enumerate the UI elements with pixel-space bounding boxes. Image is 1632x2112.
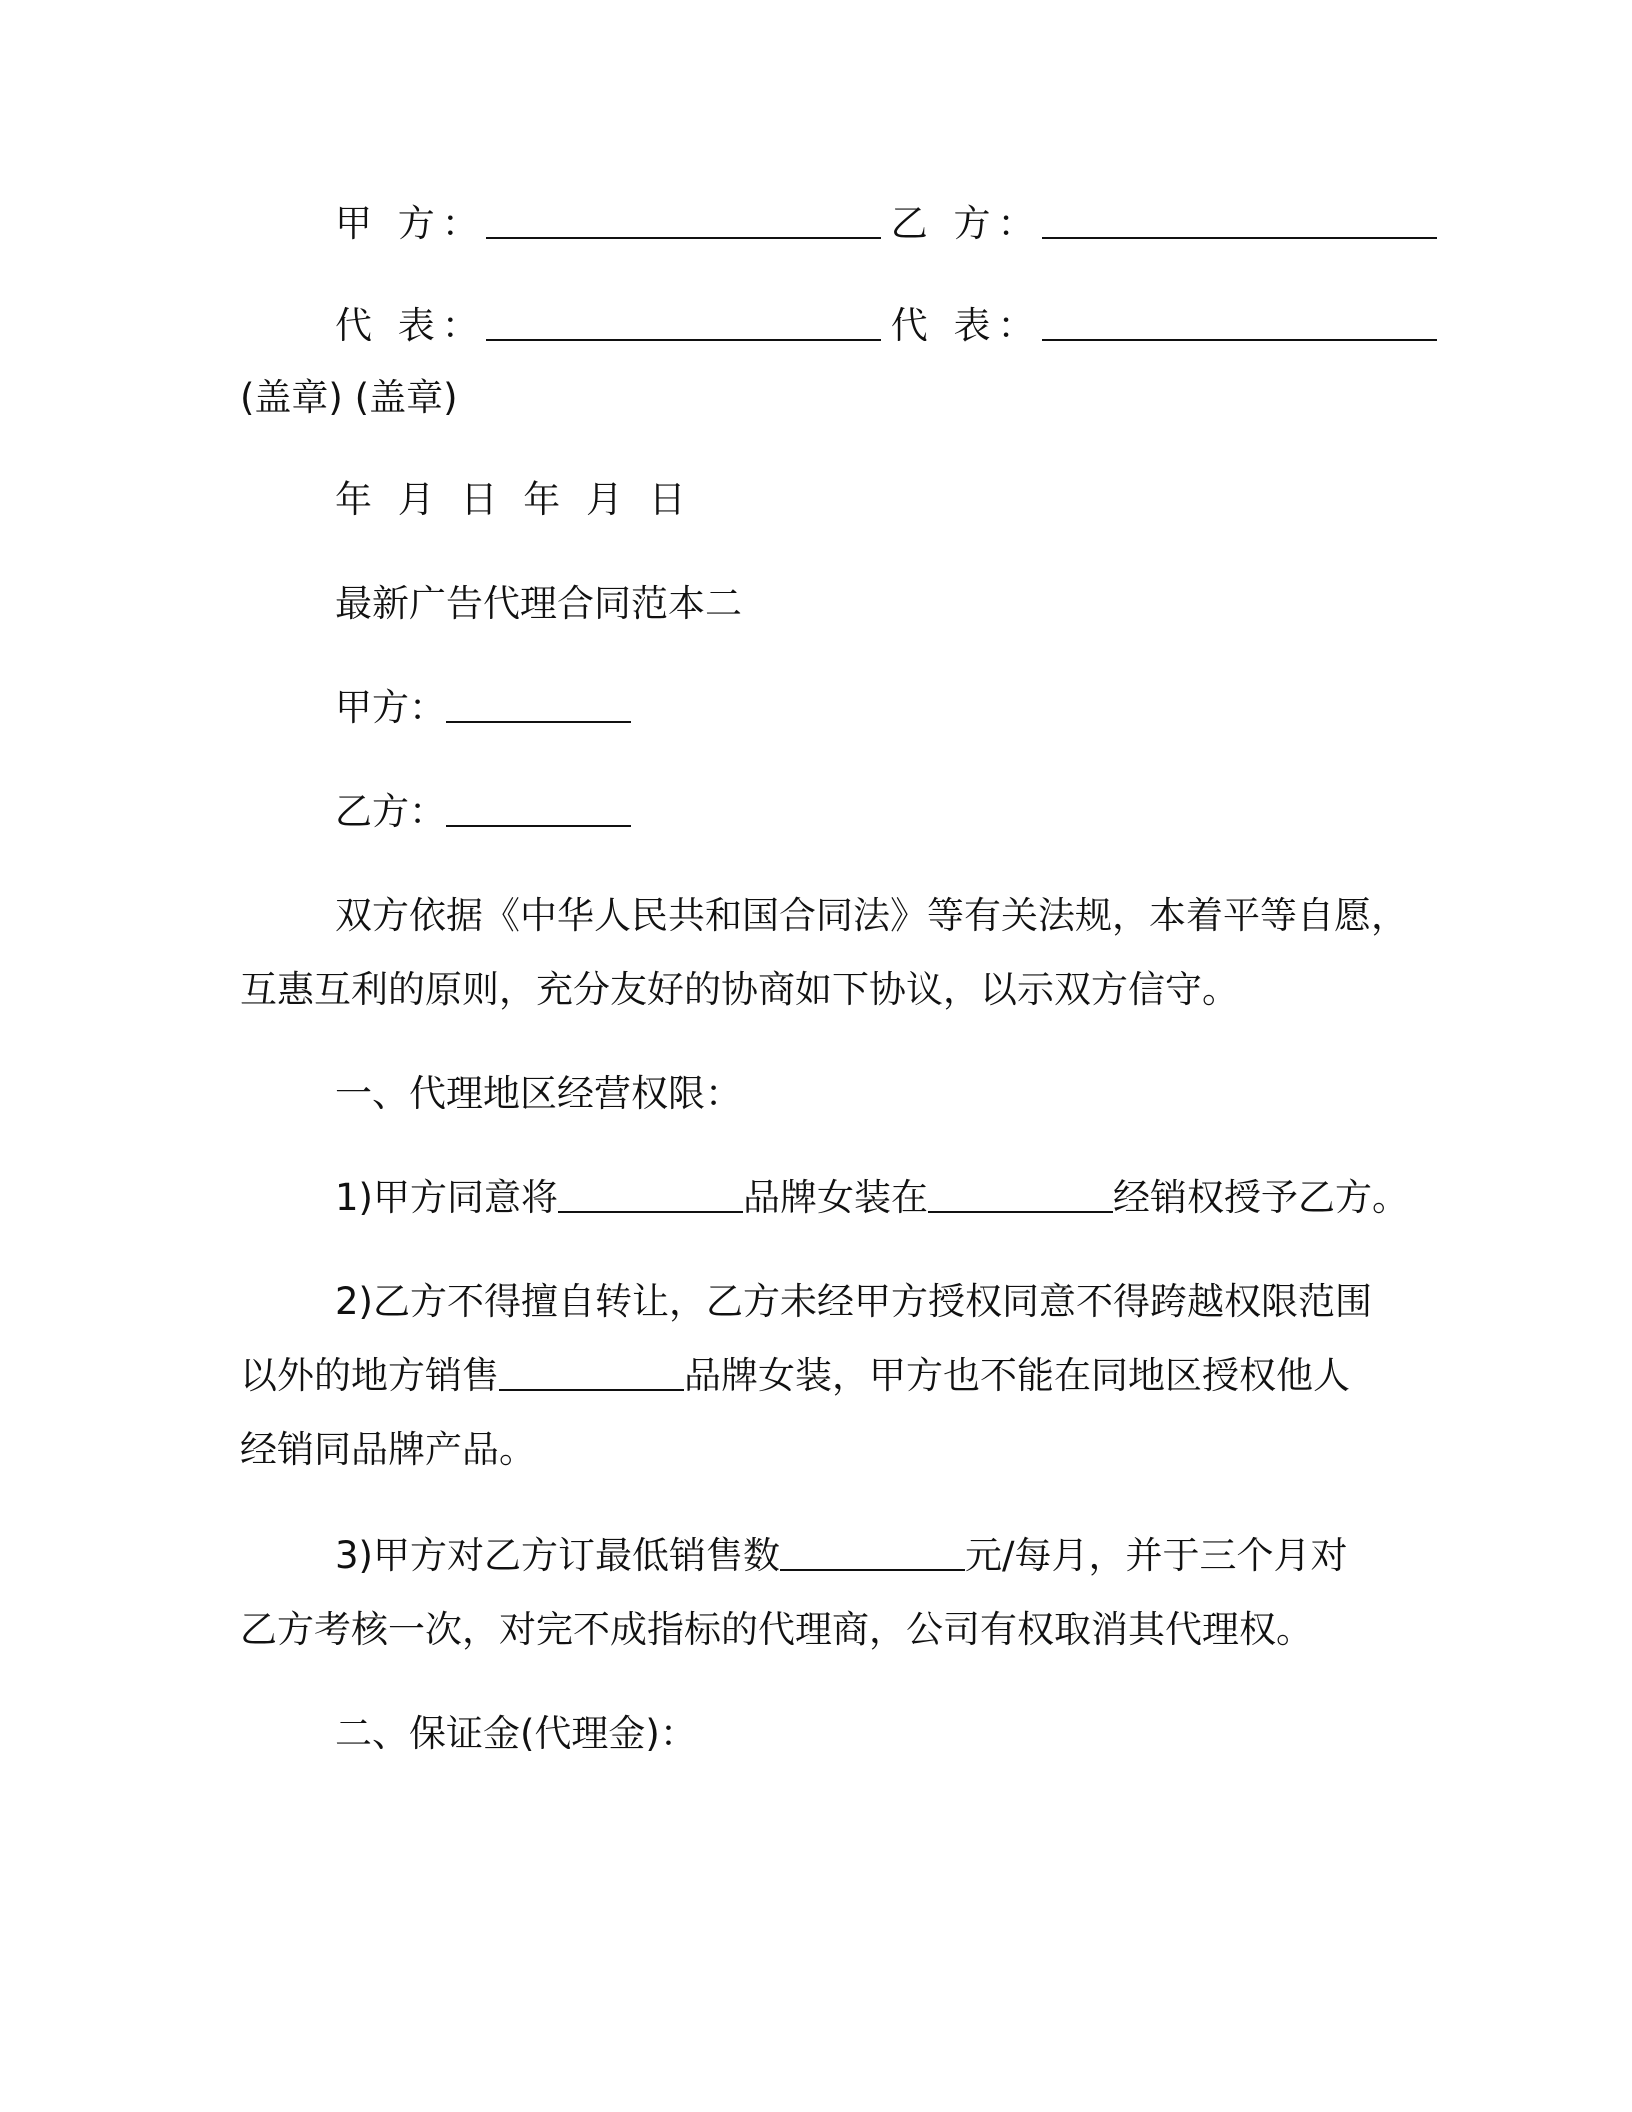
preamble-line-1: 双方依据《中华人民共和国合同法》等有关法规，本着平等自愿， — [335, 894, 1408, 937]
rep-a-label: 代 表： — [335, 304, 486, 347]
rep-b-label: 代 表： — [890, 304, 1042, 347]
signature-rep-row — [335, 300, 1495, 352]
clause-3-amount-blank — [780, 1539, 965, 1571]
clause-2-line-2 — [240, 1350, 1400, 1402]
date-line: 年 月 日 年 月 日 — [335, 478, 693, 521]
contract-party-b-blank — [446, 795, 631, 827]
clause-3-line-2: 乙方考核一次，对完不成指标的代理商，公司有权取消其代理权。 — [240, 1608, 1313, 1651]
clause-3-line-1 — [335, 1530, 1495, 1582]
clause-3-text-b: 元/每月，并于三个月对 — [964, 1534, 1348, 1577]
party-a-blank — [486, 207, 881, 239]
section-1-heading: 一、代理地区经营权限： — [335, 1072, 742, 1115]
party-b-label: 乙 方： — [890, 202, 1042, 245]
clause-1 — [335, 1172, 1495, 1224]
party-a-label: 甲 方： — [335, 202, 486, 245]
clause-1-text-b: 品牌女装在 — [742, 1176, 928, 1219]
contract-party-a-label: 甲方： — [335, 686, 446, 729]
clause-2-line-3: 经销同品牌产品。 — [240, 1428, 536, 1471]
signature-party-row — [335, 198, 1495, 250]
clause-2-line-1: 2)乙方不得擅自转让，乙方未经甲方授权同意不得跨越权限范围 — [335, 1280, 1372, 1323]
clause-2-text-b: 品牌女装，甲方也不能在同地区授权他人 — [684, 1354, 1350, 1397]
section-2-heading: 二、保证金(代理金)： — [335, 1712, 697, 1755]
contract-party-b-label: 乙方： — [335, 790, 446, 833]
clause-1-region-blank — [928, 1181, 1113, 1213]
contract-party-a-row — [335, 682, 1495, 734]
clause-1-text-c: 经销权授予乙方。 — [1112, 1176, 1409, 1219]
preamble-line-2: 互惠互利的原则，充分友好的协商如下协议，以示双方信守。 — [240, 968, 1239, 1011]
contract-party-a-blank — [446, 691, 631, 723]
clause-1-brand-blank — [558, 1181, 743, 1213]
contract-party-b-row — [335, 786, 1495, 838]
clause-3-text-a: 3)甲方对乙方订最低销售数 — [335, 1534, 780, 1577]
party-b-blank — [1042, 207, 1437, 239]
contract-title: 最新广告代理合同范本二 — [335, 582, 742, 625]
seal-line: (盖章) (盖章) — [240, 376, 458, 419]
rep-b-blank — [1042, 309, 1437, 341]
rep-a-blank — [486, 309, 881, 341]
clause-2-brand-blank — [499, 1359, 684, 1391]
clause-2-text-a: 以外的地方销售 — [240, 1354, 499, 1397]
clause-1-text-a: 1)甲方同意将 — [335, 1176, 558, 1219]
